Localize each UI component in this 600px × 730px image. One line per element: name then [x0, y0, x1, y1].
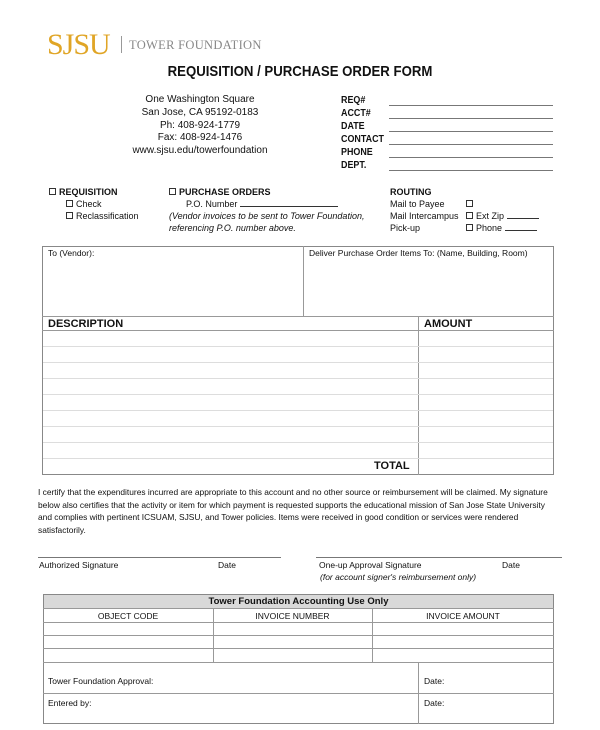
line-item-row[interactable]	[43, 426, 553, 427]
phone-line: Ph: 408-924-1779	[159, 119, 241, 131]
accounting-title: Tower Foundation Accounting Use Only	[44, 595, 553, 608]
approval-date-field[interactable]: Date:	[424, 676, 445, 686]
oneup-date-label: Date	[502, 560, 520, 570]
signature-date-label: Date	[218, 560, 236, 570]
reclassification-checkbox[interactable]: Reclassification	[66, 211, 139, 221]
po-number-field[interactable]: P.O. Number	[186, 199, 338, 209]
approval-field[interactable]: Tower Foundation Approval:	[48, 676, 154, 686]
page-title: REQUISITION / PURCHASE ORDER FORM	[167, 63, 433, 80]
address-line: San Jose, CA 95192-0183	[141, 106, 259, 118]
oneup-note: (for account signer's reimbursement only)	[320, 572, 477, 582]
vendor-field[interactable]: To (Vendor):	[48, 248, 95, 258]
vendor-note: (Vendor invoices to be sent to Tower Foundation,	[169, 211, 365, 221]
line-item-row[interactable]	[43, 362, 553, 363]
contact-field[interactable]	[389, 144, 553, 145]
acct-field[interactable]	[389, 118, 553, 119]
mail-payee-checkbox[interactable]	[466, 199, 476, 209]
line-item-row[interactable]	[43, 458, 553, 459]
sjsu-logo: SJSU	[47, 28, 110, 61]
invoice-number-header: INVOICE NUMBER	[255, 611, 330, 621]
purchase-orders-checkbox[interactable]: PURCHASE ORDERS	[169, 187, 271, 197]
total-label: TOTAL	[374, 460, 410, 472]
phone-checkbox[interactable]: Phone	[466, 223, 537, 233]
amount-header: AMOUNT	[424, 318, 473, 330]
routing-label: ROUTING	[390, 187, 432, 197]
authorized-signature-field[interactable]: Authorized Signature	[39, 560, 119, 570]
address-line: One Washington Square	[145, 94, 255, 105]
line-item-row[interactable]	[43, 410, 553, 411]
entered-date-field[interactable]: Date:	[424, 698, 445, 708]
org-name: TOWER FOUNDATION	[129, 38, 262, 52]
description-header: DESCRIPTION	[48, 318, 124, 330]
order-table	[42, 246, 554, 475]
certification-text: I certify that the expenditures incurred are appropriate to this account and no other source or reimbursement will be claimed. My signature below also certifies that the activity or item for which payment is requested supports the educational mission of San Jose State University and complies with pertinent ICSUAM, SJSU, and Tower policies. Items were received in good condition or services were rendered satisfactorily.	[38, 487, 548, 536]
fax-line: Fax: 408-924-1476	[157, 132, 243, 144]
vendor-note-2: referencing P.O. number above.	[169, 223, 296, 233]
logo-divider	[121, 36, 122, 53]
phone-label: PHONE	[341, 146, 373, 158]
requisition-checkbox[interactable]: REQUISITION	[49, 187, 118, 197]
routing-pickup: Pick-up	[390, 223, 421, 233]
dept-field[interactable]	[389, 170, 553, 171]
req-field[interactable]	[389, 105, 553, 106]
line-item-row[interactable]	[43, 442, 553, 443]
dept-label: DEPT.	[341, 159, 367, 171]
contact-label: CONTACT	[341, 133, 384, 145]
date-label: DATE	[341, 120, 365, 132]
address-block	[90, 94, 310, 158]
acct-label: ACCT#	[341, 107, 371, 119]
deliver-to-field[interactable]: Deliver Purchase Order Items To: (Name, Building, Room)	[309, 248, 528, 258]
website-line: www.sjsu.edu/towerfoundation	[132, 145, 268, 157]
entered-by-field[interactable]: Entered by:	[48, 698, 92, 708]
invoice-amount-header: INVOICE AMOUNT	[426, 611, 500, 621]
routing-mail-payee: Mail to Payee	[390, 199, 445, 209]
line-item-row[interactable]	[43, 394, 553, 395]
check-checkbox[interactable]: Check	[66, 199, 102, 209]
oneup-signature-field[interactable]: One-up Approval Signature	[319, 560, 422, 570]
object-code-header: OBJECT CODE	[97, 611, 159, 621]
line-item-row[interactable]	[43, 346, 553, 347]
routing-mail-intercampus: Mail Intercampus	[390, 211, 459, 221]
phone-field[interactable]	[389, 157, 553, 158]
req-label: REQ#	[341, 94, 366, 106]
date-field[interactable]	[389, 131, 553, 132]
ext-zip-checkbox[interactable]: Ext Zip	[466, 211, 539, 221]
line-item-row[interactable]	[43, 378, 553, 379]
